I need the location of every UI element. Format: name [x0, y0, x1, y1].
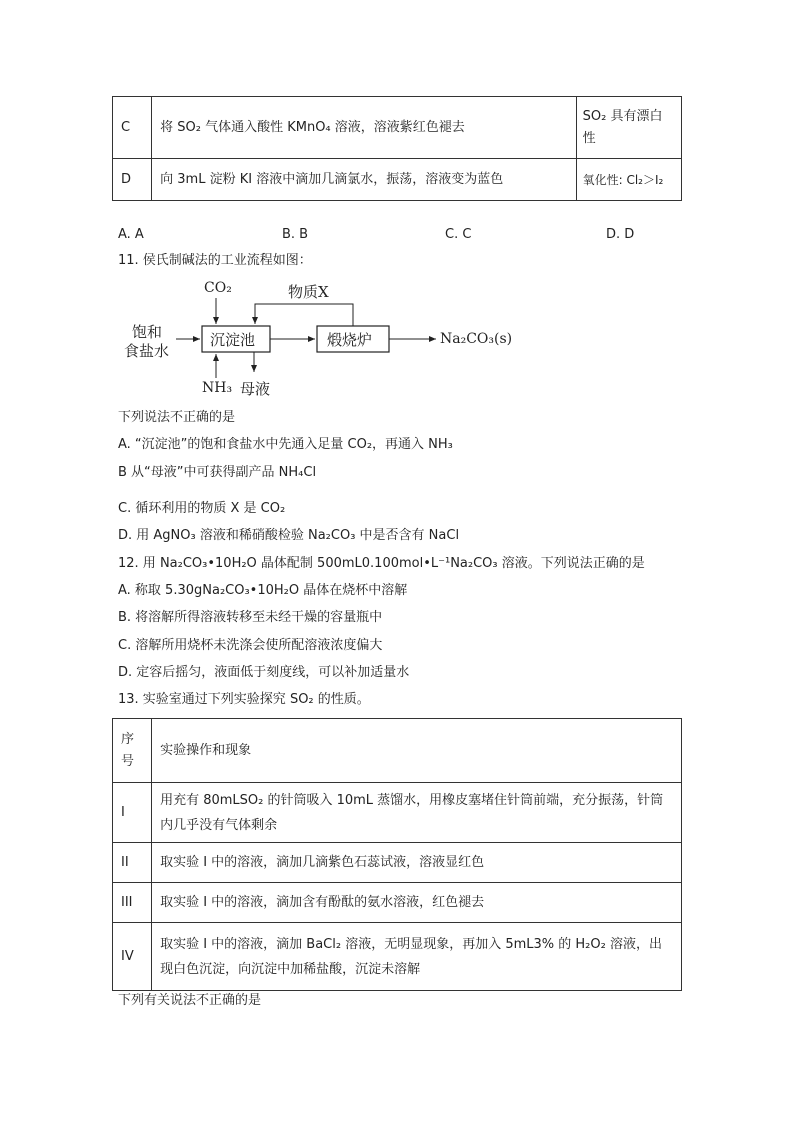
- row-no: I: [113, 783, 152, 843]
- q13-question: 下列有关说法不正确的是: [118, 993, 262, 1008]
- row-conclusion: SO₂ 具有漂白性: [576, 97, 681, 159]
- q12-option-a: A. 称取 5.30gNa₂CO₃•10H₂O 晶体在烧杯中溶解: [118, 583, 408, 598]
- input-label-1: 饱和: [132, 323, 163, 341]
- row-no: III: [113, 883, 152, 923]
- recycle-x-arrow: [255, 304, 353, 326]
- q10-option-d: D. D: [606, 227, 635, 242]
- q11-stem: 11. 侯氏制碱法的工业流程如图：: [118, 253, 312, 268]
- header-op: 实验操作和现象: [152, 719, 682, 783]
- top-table: [112, 96, 682, 201]
- row-operation: 向 3mL 淀粉 KI 溶液中滴加几滴氯水，振荡，溶液变为蓝色: [152, 159, 576, 201]
- table-row: [113, 97, 682, 159]
- q13-stem: 13. 实验室通过下列实验探究 SO₂ 的性质。: [118, 692, 370, 707]
- table-row: [113, 843, 682, 883]
- q11-option-a: A. “沉淀池”的饱和食盐水中先通入足量 CO₂，再通入 NH₃: [118, 437, 453, 452]
- row-no: II: [113, 843, 152, 883]
- settling-tank-label: 沉淀池: [210, 331, 256, 349]
- table-row: [113, 883, 682, 923]
- header-no: 序号: [113, 719, 152, 783]
- table-row: [113, 159, 682, 201]
- product-label: Na₂CO₃(s): [440, 331, 513, 347]
- substance-x-label: 物质X: [288, 283, 329, 301]
- co2-label: CO₂: [204, 280, 232, 296]
- q10-option-c: C. C: [445, 227, 472, 242]
- q12-option-c: C. 溶解所用烧杯未洗涤会使所配溶液浓度偏大: [118, 638, 383, 653]
- q11-option-c: C. 循环利用的物质 X 是 CO₂: [118, 501, 286, 516]
- calciner-label: 煅烧炉: [327, 331, 373, 349]
- row-no: IV: [113, 923, 152, 991]
- row-label: D: [113, 159, 152, 201]
- q11-question: 下列说法不正确的是: [118, 410, 236, 425]
- row-op: 用充有 80mLSO₂ 的针筒吸入 10mL 蒸馏水，用橡皮塞堵住针筒前端，充分振荡，针筒内几乎没有气体剩余: [152, 783, 682, 843]
- q11-option-d: D. 用 AgNO₃ 溶液和稀硝酸检验 Na₂CO₃ 中是否含有 NaCl: [118, 528, 460, 543]
- q10-option-b: B. B: [282, 227, 309, 242]
- row-operation: 将 SO₂ 气体通入酸性 KMnO₄ 溶液，溶液紫红色褪去: [152, 97, 576, 159]
- q10-option-a: A. A: [118, 227, 144, 242]
- row-conclusion: 氧化性: Cl₂＞I₂: [576, 159, 681, 201]
- nh3-label: NH₃: [202, 380, 233, 396]
- q12-option-d: D. 定容后摇匀，液面低于刻度线，可以补加适量水: [118, 665, 410, 680]
- q11-option-b: B 从“母液”中可获得副产品 NH₄Cl: [118, 465, 317, 480]
- q12-option-b: B. 将溶解所得溶液转移至未经干燥的容量瓶中: [118, 610, 383, 625]
- q13-table: [112, 718, 682, 991]
- row-op: 取实验 I 中的溶液，滴加 BaCl₂ 溶液，无明显现象，再加入 5mL3% 的 H₂O₂ 溶液，出现白色沉淀，向沉淀中加稀盐酸，沉淀未溶解: [152, 923, 682, 991]
- mother-liquor-label: 母液: [240, 380, 271, 398]
- table-row: [113, 923, 682, 991]
- row-op: 取实验 I 中的溶液，滴加几滴紫色石蕊试液，溶液显红色: [152, 843, 682, 883]
- table-row: [113, 783, 682, 843]
- q12-stem: 12. 用 Na₂CO₃•10H₂O 晶体配制 500mL0.100mol•L⁻¹Na₂CO₃ 溶液。下列说法正确的是: [118, 556, 645, 571]
- row-label: C: [113, 97, 152, 159]
- row-op: 取实验 I 中的溶液，滴加含有酚酞的氨水溶液，红色褪去: [152, 883, 682, 923]
- table-header-row: [113, 719, 682, 783]
- input-label-2: 食盐水: [124, 342, 170, 360]
